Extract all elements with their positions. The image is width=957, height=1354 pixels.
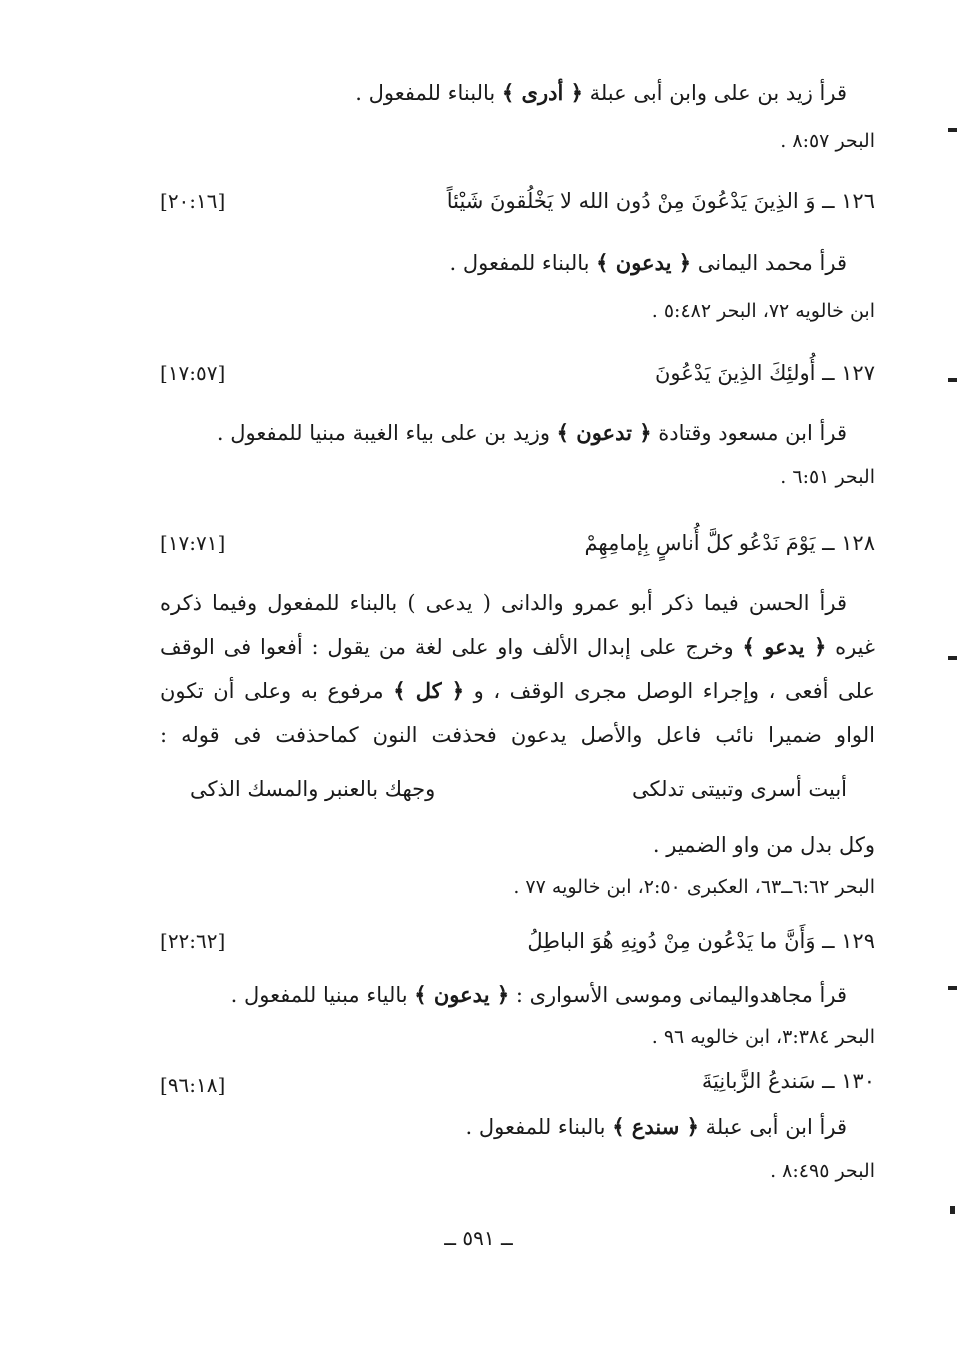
source-citation: البحر ٦:٦٢ــ٦٣، العكبرى ٢:٥٠، ابن خالويه ٧٧ . — [513, 876, 875, 898]
poem-second-hemistich: وجهك بالعنبر والمسك الذكى — [190, 777, 436, 801]
verse-heading: ١٢٨ ــ يَوْمَ نَدْعُو كلَّ أُناسٍ بِإمامِهِمْ — [584, 531, 875, 555]
reading-line: قرأ ابن مسعود وقتادة ﴿ تدعون ﴾ وزيد بن على بياء الغيبة مبنيا للمفعول . — [216, 420, 847, 445]
source-citation: البحر ٣:٣٨٤، ابن خالويه ٩٦ . — [651, 1026, 875, 1048]
verse-heading: ١٣٠ ــ سَندعُ الزَّبانِيَةَ — [701, 1069, 875, 1093]
reading-line: وكل بدل من واو الضمير . — [652, 833, 875, 857]
source-citation: ابن خالويه ٧٢، البحر ٥:٤٨٢ . — [651, 300, 875, 322]
verse-reference: [٢٠:١٦] — [160, 189, 226, 213]
scan-edge-mark — [950, 1206, 955, 1214]
reading-line: قرأ الحسن فيما ذكر أبو عمرو والدانى ( يدعى ) بالبناء للمفعول وفيما ذكره — [160, 591, 847, 615]
verse-reference: [٢٢:٦٢] — [160, 929, 226, 953]
verse-heading: ١٢٧ ــ أُولئِكَ الذِينَ يَدْعُونَ — [654, 361, 875, 385]
scan-edge-mark — [948, 378, 957, 382]
reading-line: الواو ضميرا نائب فاعل والأصل يدعون فحذفت النون كماحذفت فى قوله : — [160, 723, 875, 747]
reading-line: قرأ محمد اليمانى ﴿ يدعون ﴾ بالبناء للمفعول . — [449, 250, 847, 275]
reading-line: غيره ﴿ يدعو ﴾ وخرج على إبدال الألف واو على لغة من يقول : أفعوا فى الوقف — [160, 634, 875, 659]
reading-line: قرأ زيد بن على وابن أبى عبلة ﴿ أدرى ﴾ بالبناء للمفعول . — [355, 80, 847, 105]
reading-line: قرأ مجاهدواليمانى وموسى الأسوارى : ﴿ يدعون ﴾ بالياء مبنيا للمفعول . — [230, 982, 847, 1007]
verse-reference: [١٧:٥٧] — [160, 361, 226, 385]
reading-line: قرأ ابن أبى عبلة ﴿ سندع ﴾ بالبناء للمفعول . — [465, 1114, 847, 1139]
scan-edge-mark — [948, 656, 957, 660]
source-citation: البحر ٨:٤٩٥ . — [770, 1160, 875, 1182]
source-citation: البحر ٦:٥١ . — [780, 466, 875, 488]
verse-reference: [١٧:٧١] — [160, 531, 226, 555]
verse-reference: [٩٦:١٨] — [160, 1073, 226, 1097]
scan-edge-mark — [948, 986, 957, 990]
source-citation: البحر ٨:٥٧ . — [780, 130, 875, 152]
scan-edge-mark — [948, 128, 957, 132]
verse-heading: ١٢٦ ــ وَ الذِينَ يَدْعُونَ مِنْ دُون الله لا يَخْلُقونَ شَيْئاً — [446, 189, 875, 213]
reading-line: على أفعى ، وإجراء الوصل مجرى الوقف ، و ﴿ كل ﴾ مرفوع به وعلى أن تكون — [160, 678, 875, 703]
poem-first-hemistich: أبيت أسرى وتبيتى تدلكى — [632, 777, 847, 801]
verse-heading: ١٢٩ ــ وَأَنَّ ما يَدْعُون مِنْ دُونِهِ هُوَ الباطِلُ — [527, 929, 875, 953]
page-number: ــ ٥٩١ ــ — [444, 1226, 513, 1250]
